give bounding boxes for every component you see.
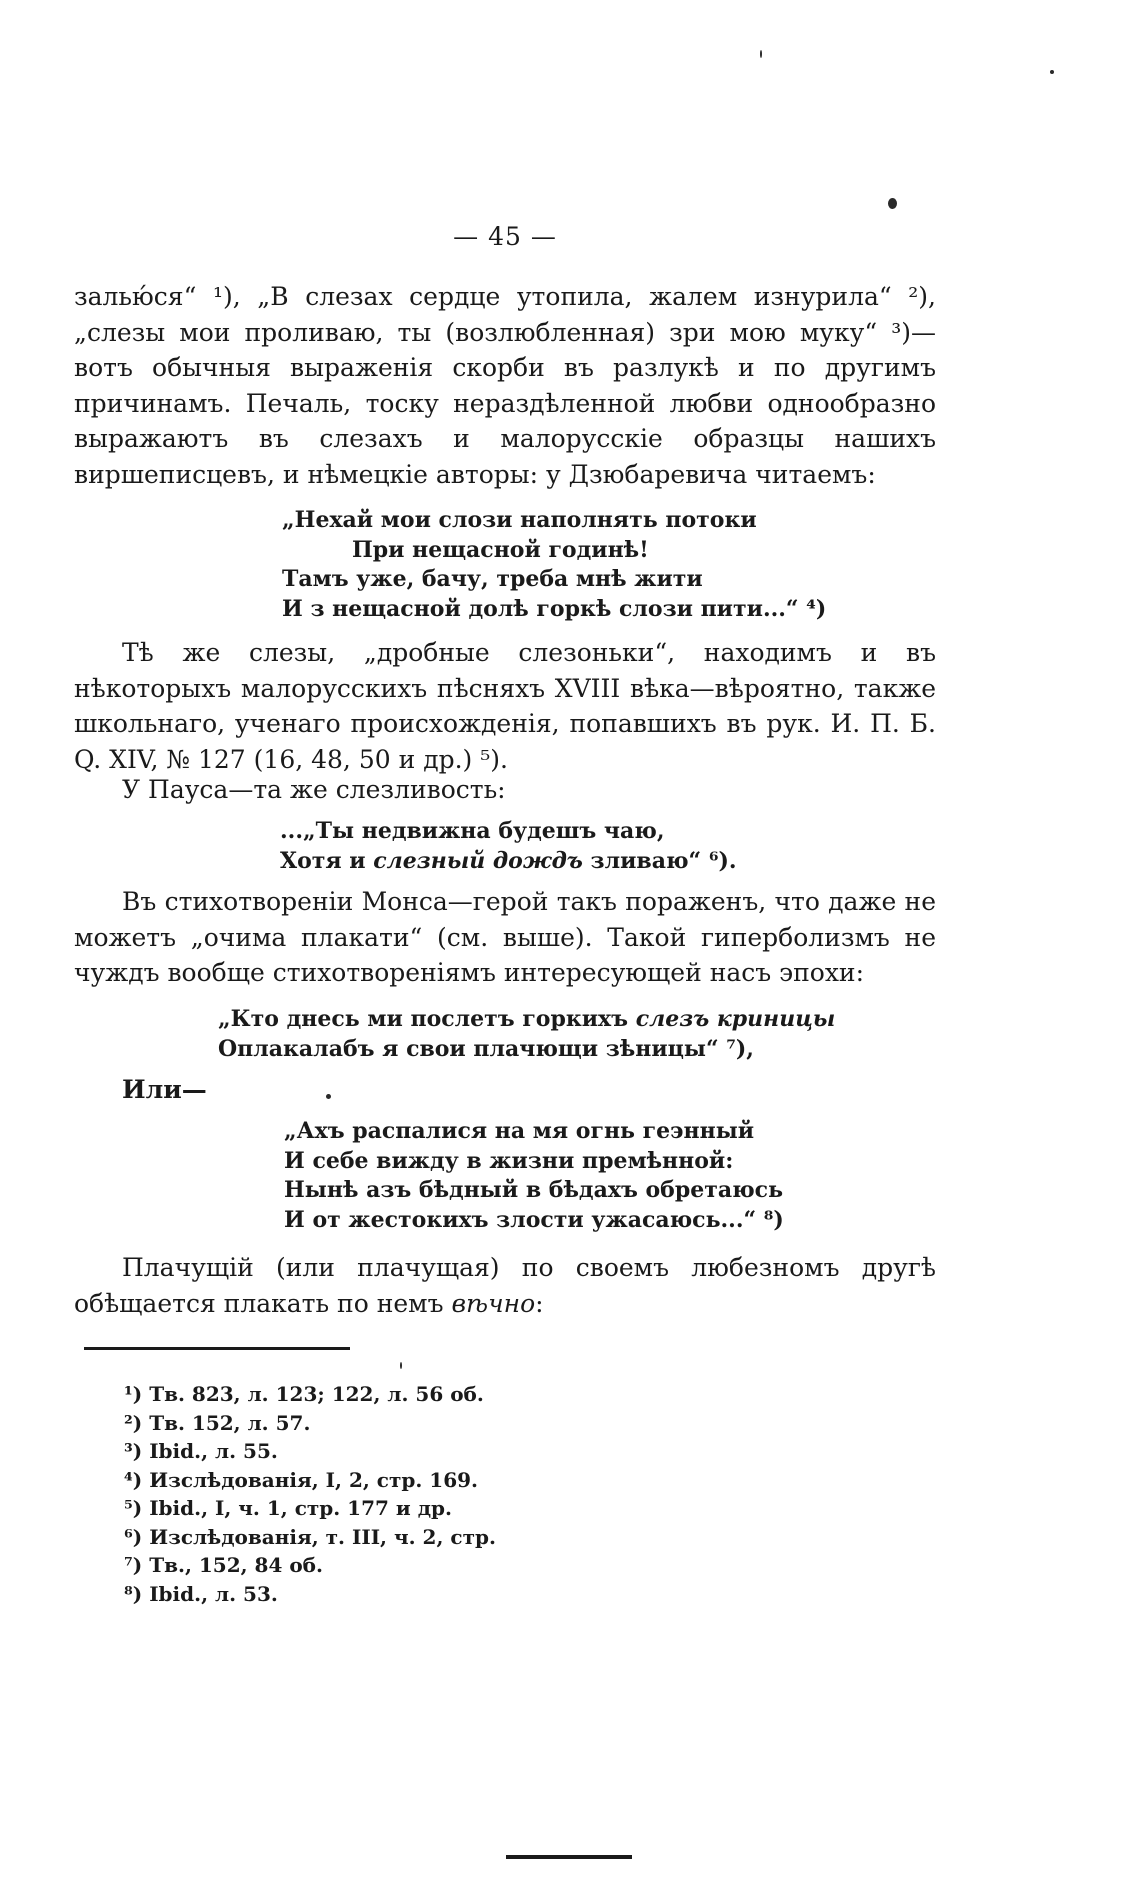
footnote-text: Ibid., л. 55. [149, 1439, 278, 1463]
verse-paus [280, 817, 737, 876]
footnote-mark: ⁸) [124, 1581, 143, 1606]
verse-line: И з нещасной долѣ горкѣ слози пити...“ ⁴) [282, 595, 827, 622]
print-speck [1050, 70, 1054, 74]
footnotes [124, 1380, 724, 1608]
footnote-mark: ³) [124, 1439, 143, 1463]
footnote-mark: ⁷) [124, 1553, 143, 1577]
verse-line: Нынѣ азъ бѣдный в бѣдахъ обретаюсь [284, 1177, 783, 1203]
verse-line: Оплакалабъ я свои плачющи зѣницы“ ⁷), [218, 1035, 754, 1062]
footnote-text: Тв. 152, л. 57. [149, 1410, 311, 1435]
verse-line [280, 847, 737, 877]
verse-line: И себе вижду в жизни премѣнной: [284, 1147, 734, 1174]
paragraph-3-text: У Пауса—та же слезливость: [122, 775, 506, 804]
paragraph-3 [74, 772, 936, 808]
print-speck [760, 50, 762, 58]
emphasis: слезный дождъ [373, 847, 583, 874]
footnote [124, 1494, 724, 1523]
verse-text: Хотя и [280, 847, 374, 874]
paragraph-text: : [535, 1288, 544, 1318]
verse-line: При нещасной годинѣ! [352, 536, 649, 563]
paragraph-6 [74, 1250, 936, 1321]
footnote-text: Ibid., л. 53. [149, 1581, 278, 1606]
paragraph-2 [74, 635, 936, 777]
emphasis: вѣчно [451, 1288, 536, 1318]
footnote-divider [84, 1347, 350, 1350]
footnote [124, 1466, 724, 1495]
footnote-mark: ²) [124, 1410, 143, 1435]
footnote [124, 1380, 724, 1409]
paragraph-1-text: залью́ся“ ¹), „В слезах сердце утопила, жалем изнурила“ ²), „слезы мои проливаю, ты (возлюбленная) зри мою муку“ ³)—вотъ обычныя выраженія скорби въ разлукѣ и по другимъ причинамъ. Печаль, тоску нераздѣленной любви однообразно выражаютъ въ слезахъ и малорусскіе образцы нашихъ виршеписцевъ, и нѣмецкіе авторы: у Дзюбаревича читаемъ: [74, 282, 936, 489]
footnote [124, 1523, 724, 1552]
paragraph-4-text: Въ стихотвореніи Монса—герой такъ пораженъ, что даже не можетъ „очима плакати“ (см. выше). Такой гиперболизмъ не чуждъ вообще стихотвореніямъ интересующей насъ эпохи: [74, 887, 936, 987]
footnote [124, 1437, 724, 1466]
footnote-mark: ¹) [124, 1382, 143, 1406]
footnote-text: Изслѣдованія, I, 2, стр. 169. [149, 1467, 478, 1492]
verse-line [218, 1005, 835, 1035]
verse-gehenna [284, 1117, 784, 1235]
verse-text: зливаю“ ⁶). [582, 847, 737, 874]
verse-line: ...„Ты недвижна будешъ чаю, [280, 818, 665, 844]
footnote-mark: ⁶) [124, 1524, 143, 1549]
footnote-mark: ⁴) [124, 1467, 143, 1492]
bottom-rule [506, 1855, 632, 1859]
footnote [124, 1409, 724, 1438]
footnote-text: Тв. 823, л. 123; 122, л. 56 об. [149, 1382, 484, 1406]
verse-line: Тамъ уже, бачу, треба мнѣ жити [282, 566, 703, 592]
paragraph-4 [74, 884, 936, 991]
footnote-text: Тв., 152, 84 об. [149, 1553, 323, 1577]
paragraph-5-text: Или— [122, 1075, 207, 1104]
emphasis: слезъ криницы [635, 1006, 836, 1032]
print-speck [888, 198, 897, 209]
verse-mons [218, 1005, 835, 1064]
footnote-text: Ibid., I, ч. 1, стр. 177 и др. [149, 1496, 452, 1520]
paragraph-2-text: Тѣ же слезы, „дробные слезоньки“, находимъ и въ нѣкоторыхъ малорусскихъ пѣсняхъ XVIII вѣка—вѣроятно, также школьнаго, ученаго происхожденія, попавшихъ въ рук. И. П. Б. Q. XIV, № 127 (16, 48, 50 и др.) ⁵). [74, 638, 936, 774]
verse-dzyubarevich [282, 506, 826, 624]
footnote-mark: ⁵) [124, 1496, 143, 1520]
verse-line: „Ахъ распалися на мя огнь геэнный [284, 1118, 755, 1144]
verse-line: И от жестокихъ злости ужасаюсь...“ ⁸) [284, 1206, 784, 1233]
verse-text: „Кто днесь ми послетъ горкихъ [218, 1006, 636, 1032]
paragraph-text: Плачущій (или плачущая) по своемъ любезномъ другѣ обѣщается плакать по немъ [74, 1253, 936, 1318]
paragraph-5 [74, 1072, 936, 1108]
print-speck [326, 1094, 331, 1099]
footnote [124, 1580, 724, 1609]
footnote [124, 1551, 724, 1580]
footnote-text: Изслѣдованія, т. III, ч. 2, стр. [149, 1524, 496, 1549]
paragraph-6-text [74, 1250, 936, 1321]
page-number: — 45 — [453, 222, 557, 251]
verse-line: „Нехай мои слози наполнять потоки [282, 507, 757, 533]
paragraph-1 [74, 279, 936, 492]
print-speck [400, 1362, 402, 1369]
